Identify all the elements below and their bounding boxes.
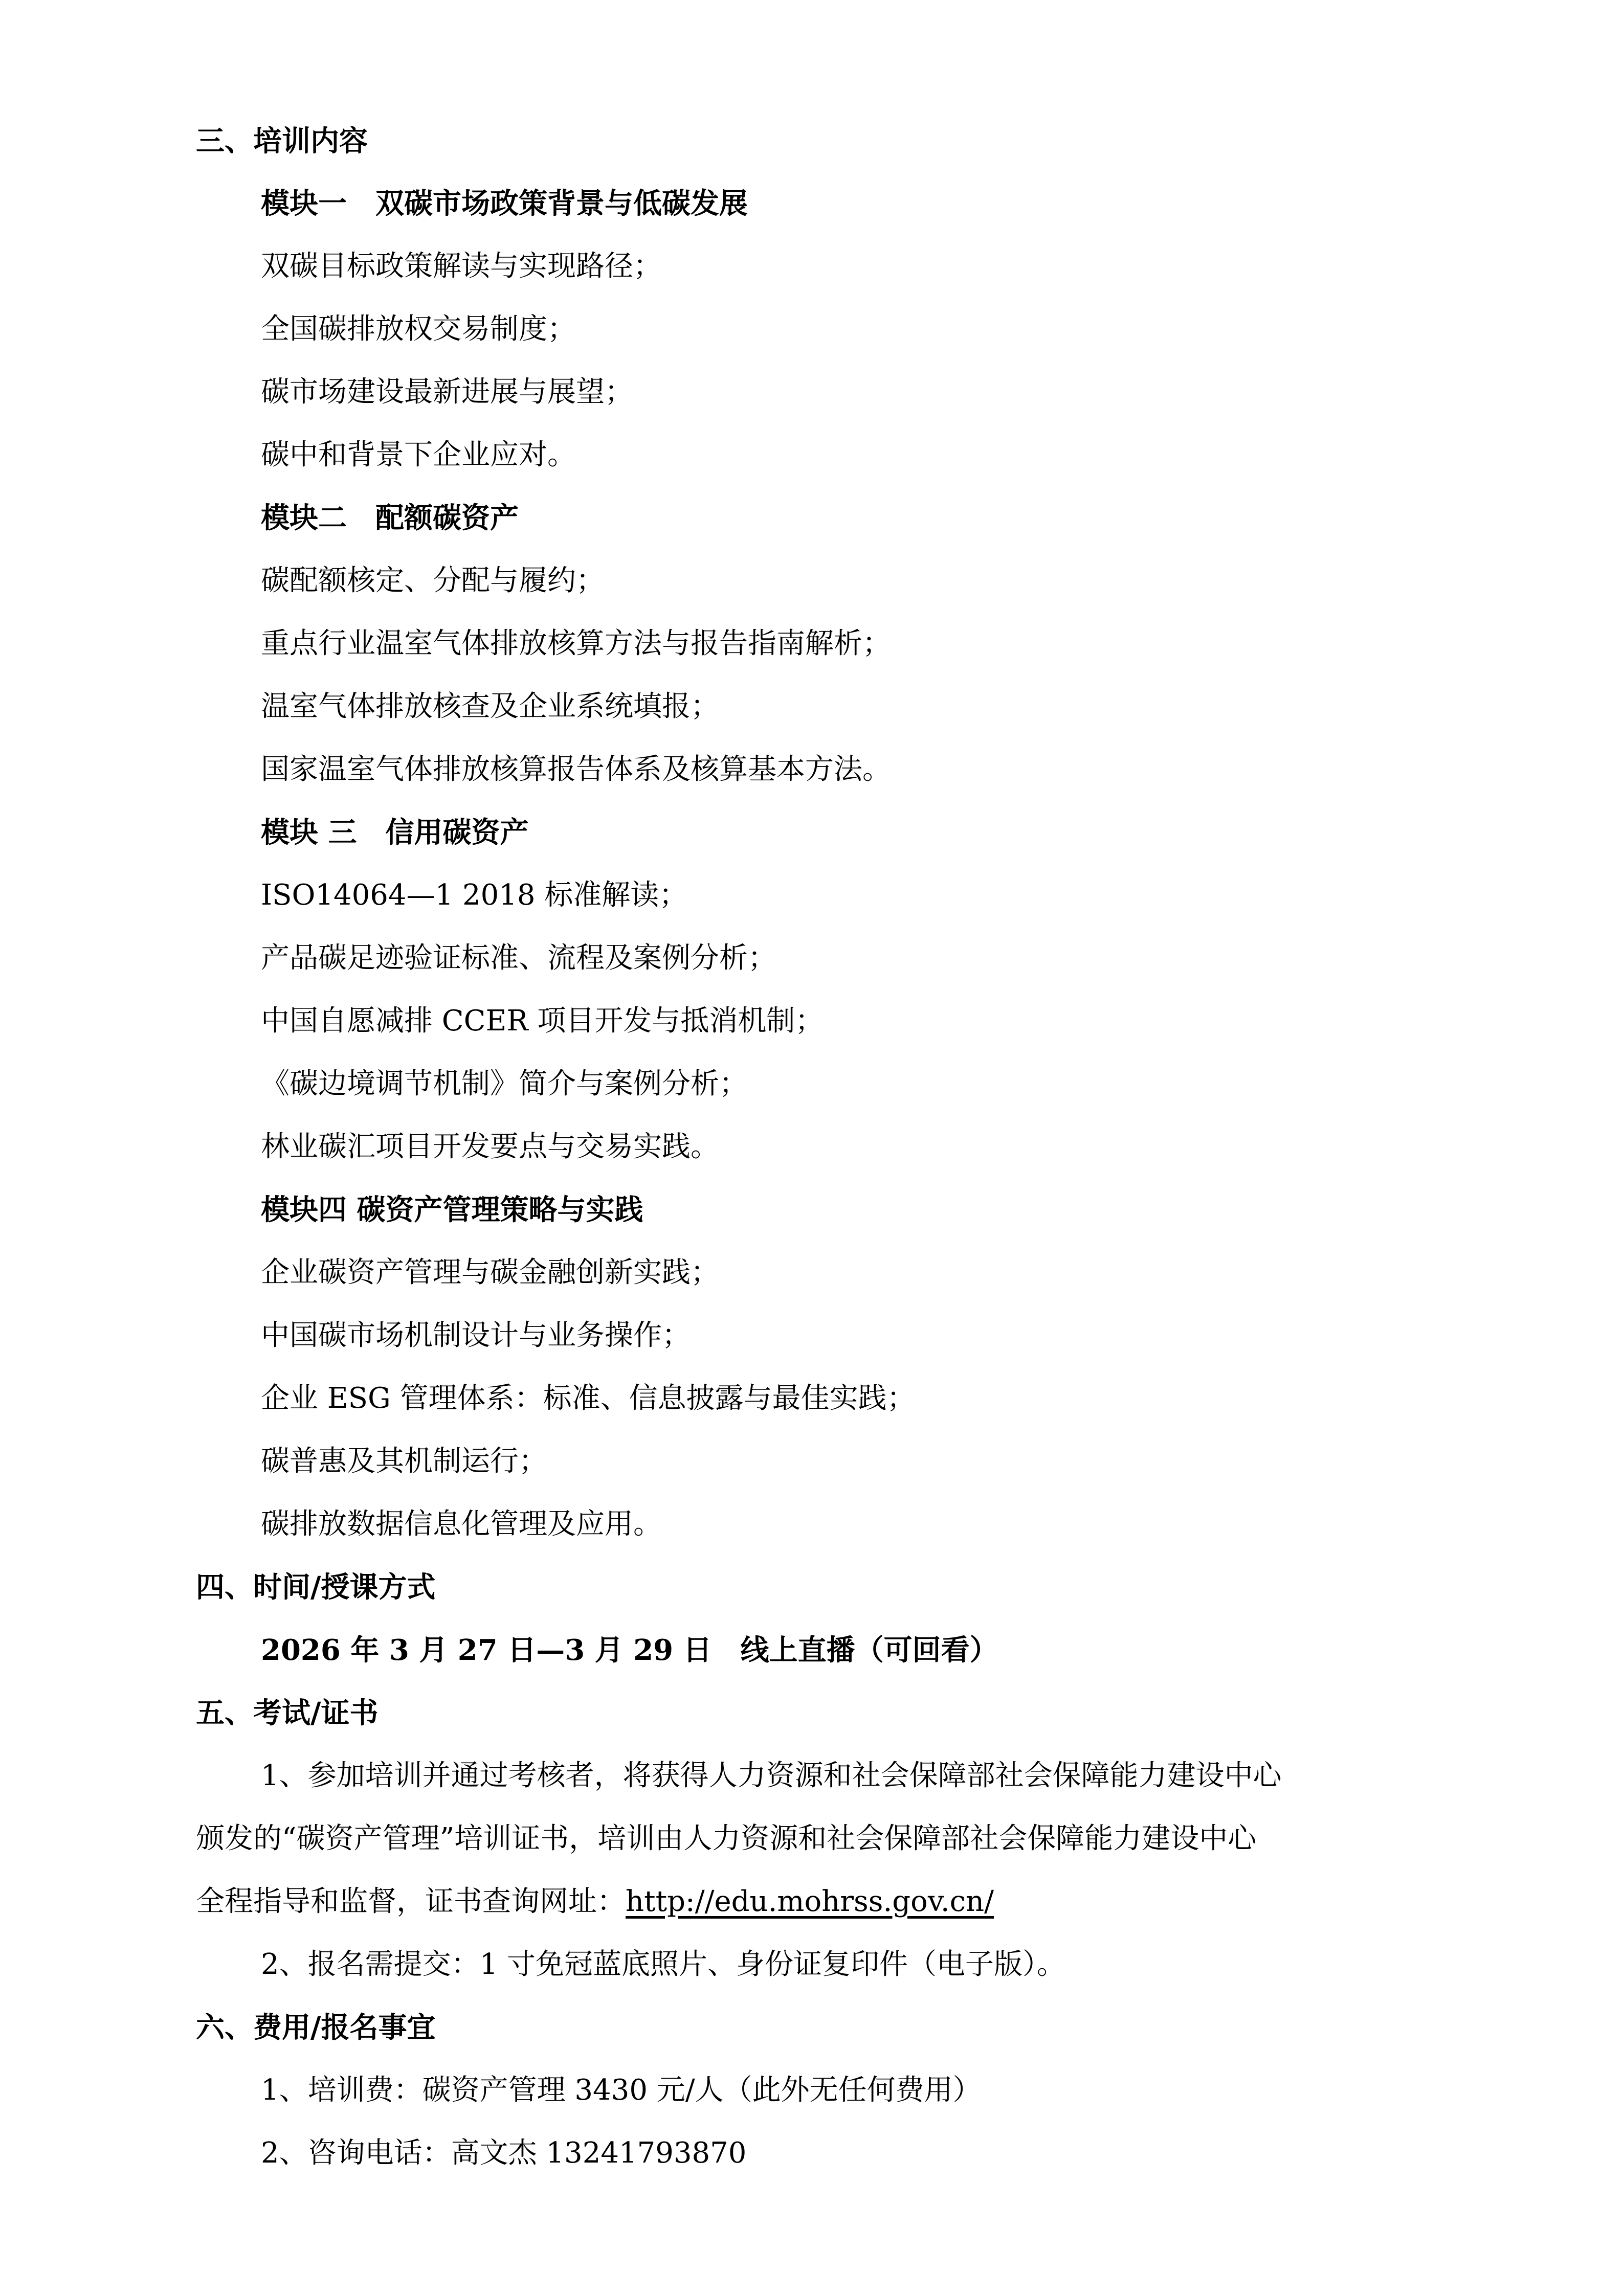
schedule-text: 2026 年 3 月 27 日—3 月 29 日 线上直播（可回看） [261,1633,998,1667]
module-4-item-2: 中国碳市场机制设计与业务操作； [261,1319,691,1352]
module-title-1: 模块一 双碳市场政策背景与低碳发展 [261,187,748,220]
module-3-item-2: 产品碳足迹验证标准、流程及案例分析； [261,941,776,975]
certificate-para-line-2: 颁发的“碳资产管理”培训证书，培训由人力资源和社会保障部社会保障能力建设中心 [196,1822,1257,1855]
module-title-3: 模块 三 信用碳资产 [261,816,529,849]
module-1-item-1: 双碳目标政策解读与实现路径； [261,250,662,283]
fee-text: 1、培训费：碳资产管理 3430 元/人（此外无任何费用） [261,2074,982,2107]
module-1-item-3: 碳市场建设最新进展与展望； [261,375,633,409]
certificate-para-line-3-text: 全程指导和监督，证书查询网址： [196,1885,626,1918]
module-2-item-4: 国家温室气体排放核算报告体系及核算基本方法。 [261,753,891,786]
section-heading-schedule: 四、时间/授课方式 [196,1570,436,1604]
module-4-item-5: 碳排放数据信息化管理及应用。 [261,1507,662,1541]
contact-text: 2、咨询电话：高文杰 13241793870 [261,2136,747,2170]
section-heading-fees: 六、费用/报名事宜 [196,2011,436,2044]
module-2-item-1: 碳配额核定、分配与履约； [261,564,605,597]
module-title-4: 模块四 碳资产管理策略与实践 [261,1193,643,1227]
certificate-para-line-1: 1、参加培训并通过考核者，将获得人力资源和社会保障部社会保障能力建设中心 [261,1759,1282,1792]
certificate-requirements: 2、报名需提交：1 寸免冠蓝底照片、身份证复印件（电子版）。 [261,1948,1066,1981]
section-heading-certificate: 五、考试/证书 [196,1696,379,1730]
certificate-query-link[interactable]: http://edu.mohrss.gov.cn/ [626,1885,994,1918]
module-3-item-5: 林业碳汇项目开发要点与交易实践。 [261,1130,719,1163]
module-1-item-4: 碳中和背景下企业应对。 [261,438,576,471]
module-3-item-4: 《碳边境调节机制》简介与案例分析； [261,1067,748,1100]
module-title-2: 模块二 配额碳资产 [261,501,519,535]
module-2-item-2: 重点行业温室气体排放核算方法与报告指南解析； [261,627,891,660]
module-4-item-1: 企业碳资产管理与碳金融创新实践； [261,1256,719,1289]
certificate-para-line-3 [196,1881,1624,1922]
module-4-item-4: 碳普惠及其机制运行； [261,1445,547,1478]
module-3-item-1: ISO14064—1 2018 标准解读； [261,879,688,912]
section-heading-training-content: 三、培训内容 [196,124,368,158]
module-2-item-3: 温室气体排放核查及企业系统填报； [261,690,719,723]
module-1-item-2: 全国碳排放权交易制度； [261,312,576,346]
module-3-item-3: 中国自愿减排 CCER 项目开发与抵消机制； [261,1004,824,1038]
module-4-item-3: 企业 ESG 管理体系：标准、信息披露与最佳实践； [261,1382,916,1415]
